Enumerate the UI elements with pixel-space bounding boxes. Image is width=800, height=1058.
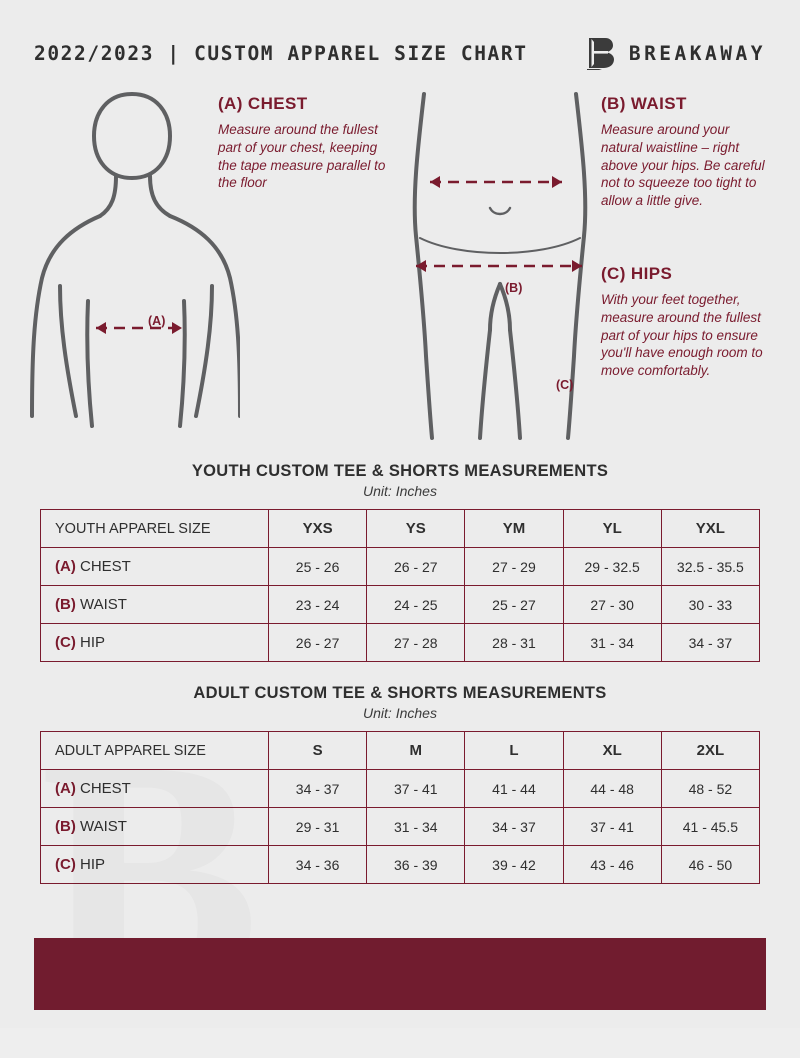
youth-col-1: YXS [269, 510, 367, 548]
youth-row-0-label [41, 548, 269, 586]
adult-cell-1-3: 37 - 41 [563, 808, 661, 846]
note-hips [601, 264, 776, 380]
row-tag: (B) [55, 596, 76, 613]
adult-cell-0-3: 44 - 48 [563, 770, 661, 808]
note-hips-title: (C) HIPS [601, 264, 673, 283]
brand-name: BREAKAWAY [628, 41, 766, 65]
adult-col-2: M [367, 732, 465, 770]
row-label: HIP [80, 856, 106, 873]
hip-measure-line [416, 260, 582, 272]
chest-line-label: (A) [148, 314, 166, 328]
row-label: WAIST [80, 818, 127, 835]
row-tag: (C) [55, 634, 76, 651]
youth-cell-2-1: 27 - 28 [367, 624, 465, 662]
youth-cell-2-4: 34 - 37 [661, 624, 759, 662]
row-tag: (C) [55, 856, 76, 873]
note-waist-body: Measure around your natural waistline – right above your hips. Be careful not to squeeze too tight to allow a little give. [601, 122, 765, 209]
youth-cell-1-3: 27 - 30 [563, 586, 661, 624]
row-tag: (B) [55, 818, 76, 835]
table-header-row [41, 510, 760, 548]
chest-measure-line [96, 322, 182, 334]
youth-cell-0-0: 25 - 26 [269, 548, 367, 586]
adult-row-1-label [41, 808, 269, 846]
note-waist-title: (B) WAIST [601, 94, 687, 113]
adult-cell-1-1: 31 - 34 [367, 808, 465, 846]
brand-lockup [585, 36, 766, 70]
youth-section [0, 462, 800, 662]
youth-col-5: YXL [661, 510, 759, 548]
youth-cell-1-1: 24 - 25 [367, 586, 465, 624]
footer-band [34, 938, 766, 1010]
youth-col-4: YL [563, 510, 661, 548]
adult-row-0-label [41, 770, 269, 808]
row-tag: (A) [55, 558, 76, 575]
adult-size-table [40, 731, 760, 884]
table-row [41, 548, 760, 586]
hips-figure-illustration [390, 86, 610, 446]
adult-col-5: 2XL [661, 732, 759, 770]
adult-row-2-label [41, 846, 269, 884]
table-row [41, 624, 760, 662]
youth-cell-1-0: 23 - 24 [269, 586, 367, 624]
adult-col-3: L [465, 732, 563, 770]
table-row [41, 586, 760, 624]
table-row [41, 770, 760, 808]
youth-row-2-label [41, 624, 269, 662]
row-tag: (A) [55, 780, 76, 797]
youth-cell-1-4: 30 - 33 [661, 586, 759, 624]
row-label: WAIST [80, 596, 127, 613]
youth-cell-0-2: 27 - 29 [465, 548, 563, 586]
note-hips-body: With your feet together, measure around the fullest part of your hips to ensure you'll have enough room to move comfortably. [601, 292, 763, 379]
waist-line-label: (B) [505, 281, 523, 295]
youth-cell-0-3: 29 - 32.5 [563, 548, 661, 586]
adult-section [0, 684, 800, 884]
table-header-row [41, 732, 760, 770]
adult-cell-0-1: 37 - 41 [367, 770, 465, 808]
adult-cell-1-4: 41 - 45.5 [661, 808, 759, 846]
torso-figure-illustration [20, 86, 240, 446]
youth-cell-2-3: 31 - 34 [563, 624, 661, 662]
adult-col-1: S [269, 732, 367, 770]
hip-line-label: (C) [556, 378, 574, 392]
adult-cell-2-2: 39 - 42 [465, 846, 563, 884]
row-label: CHEST [80, 558, 131, 575]
youth-table-title: YOUTH CUSTOM TEE & SHORTS MEASUREMENTS [191, 462, 609, 480]
adult-cell-2-1: 36 - 39 [367, 846, 465, 884]
adult-cell-2-0: 34 - 36 [269, 846, 367, 884]
row-label: HIP [80, 634, 106, 651]
youth-cell-0-4: 32.5 - 35.5 [661, 548, 759, 586]
youth-cell-2-2: 28 - 31 [465, 624, 563, 662]
table-row [41, 808, 760, 846]
youth-table-subtitle: Unit: Inches [363, 483, 437, 499]
youth-size-table [40, 509, 760, 662]
breakaway-b-logo-icon [585, 36, 615, 70]
youth-col-3: YM [465, 510, 563, 548]
note-waist [601, 94, 773, 210]
adult-cell-0-2: 41 - 44 [465, 770, 563, 808]
adult-cell-1-2: 34 - 37 [465, 808, 563, 846]
measurement-diagrams [0, 86, 800, 456]
adult-table-title: ADULT CUSTOM TEE & SHORTS MEASUREMENTS [193, 684, 607, 702]
youth-col-2: YS [367, 510, 465, 548]
youth-cell-1-2: 25 - 27 [465, 586, 563, 624]
adult-cell-0-0: 34 - 37 [269, 770, 367, 808]
row-label: CHEST [80, 780, 131, 797]
page-title: 2022/2023 | CUSTOM APPAREL SIZE CHART [34, 41, 528, 65]
note-chest-body: Measure around the fullest part of your chest, keeping the tape measure parallel to the floor [218, 122, 386, 191]
waist-measure-line [430, 176, 562, 188]
youth-cell-2-0: 26 - 27 [269, 624, 367, 662]
youth-row-1-label [41, 586, 269, 624]
adult-cell-2-3: 43 - 46 [563, 846, 661, 884]
note-chest [218, 94, 393, 192]
adult-cell-1-0: 29 - 31 [269, 808, 367, 846]
adult-col-4: XL [563, 732, 661, 770]
youth-cell-0-1: 26 - 27 [367, 548, 465, 586]
adult-col-0: ADULT APPAREL SIZE [41, 732, 269, 770]
youth-col-0: YOUTH APPAREL SIZE [41, 510, 269, 548]
table-row [41, 846, 760, 884]
adult-table-subtitle: Unit: Inches [363, 705, 437, 721]
adult-cell-0-4: 48 - 52 [661, 770, 759, 808]
adult-cell-2-4: 46 - 50 [661, 846, 759, 884]
note-chest-title: (A) CHEST [218, 94, 308, 113]
page-header [0, 0, 800, 70]
